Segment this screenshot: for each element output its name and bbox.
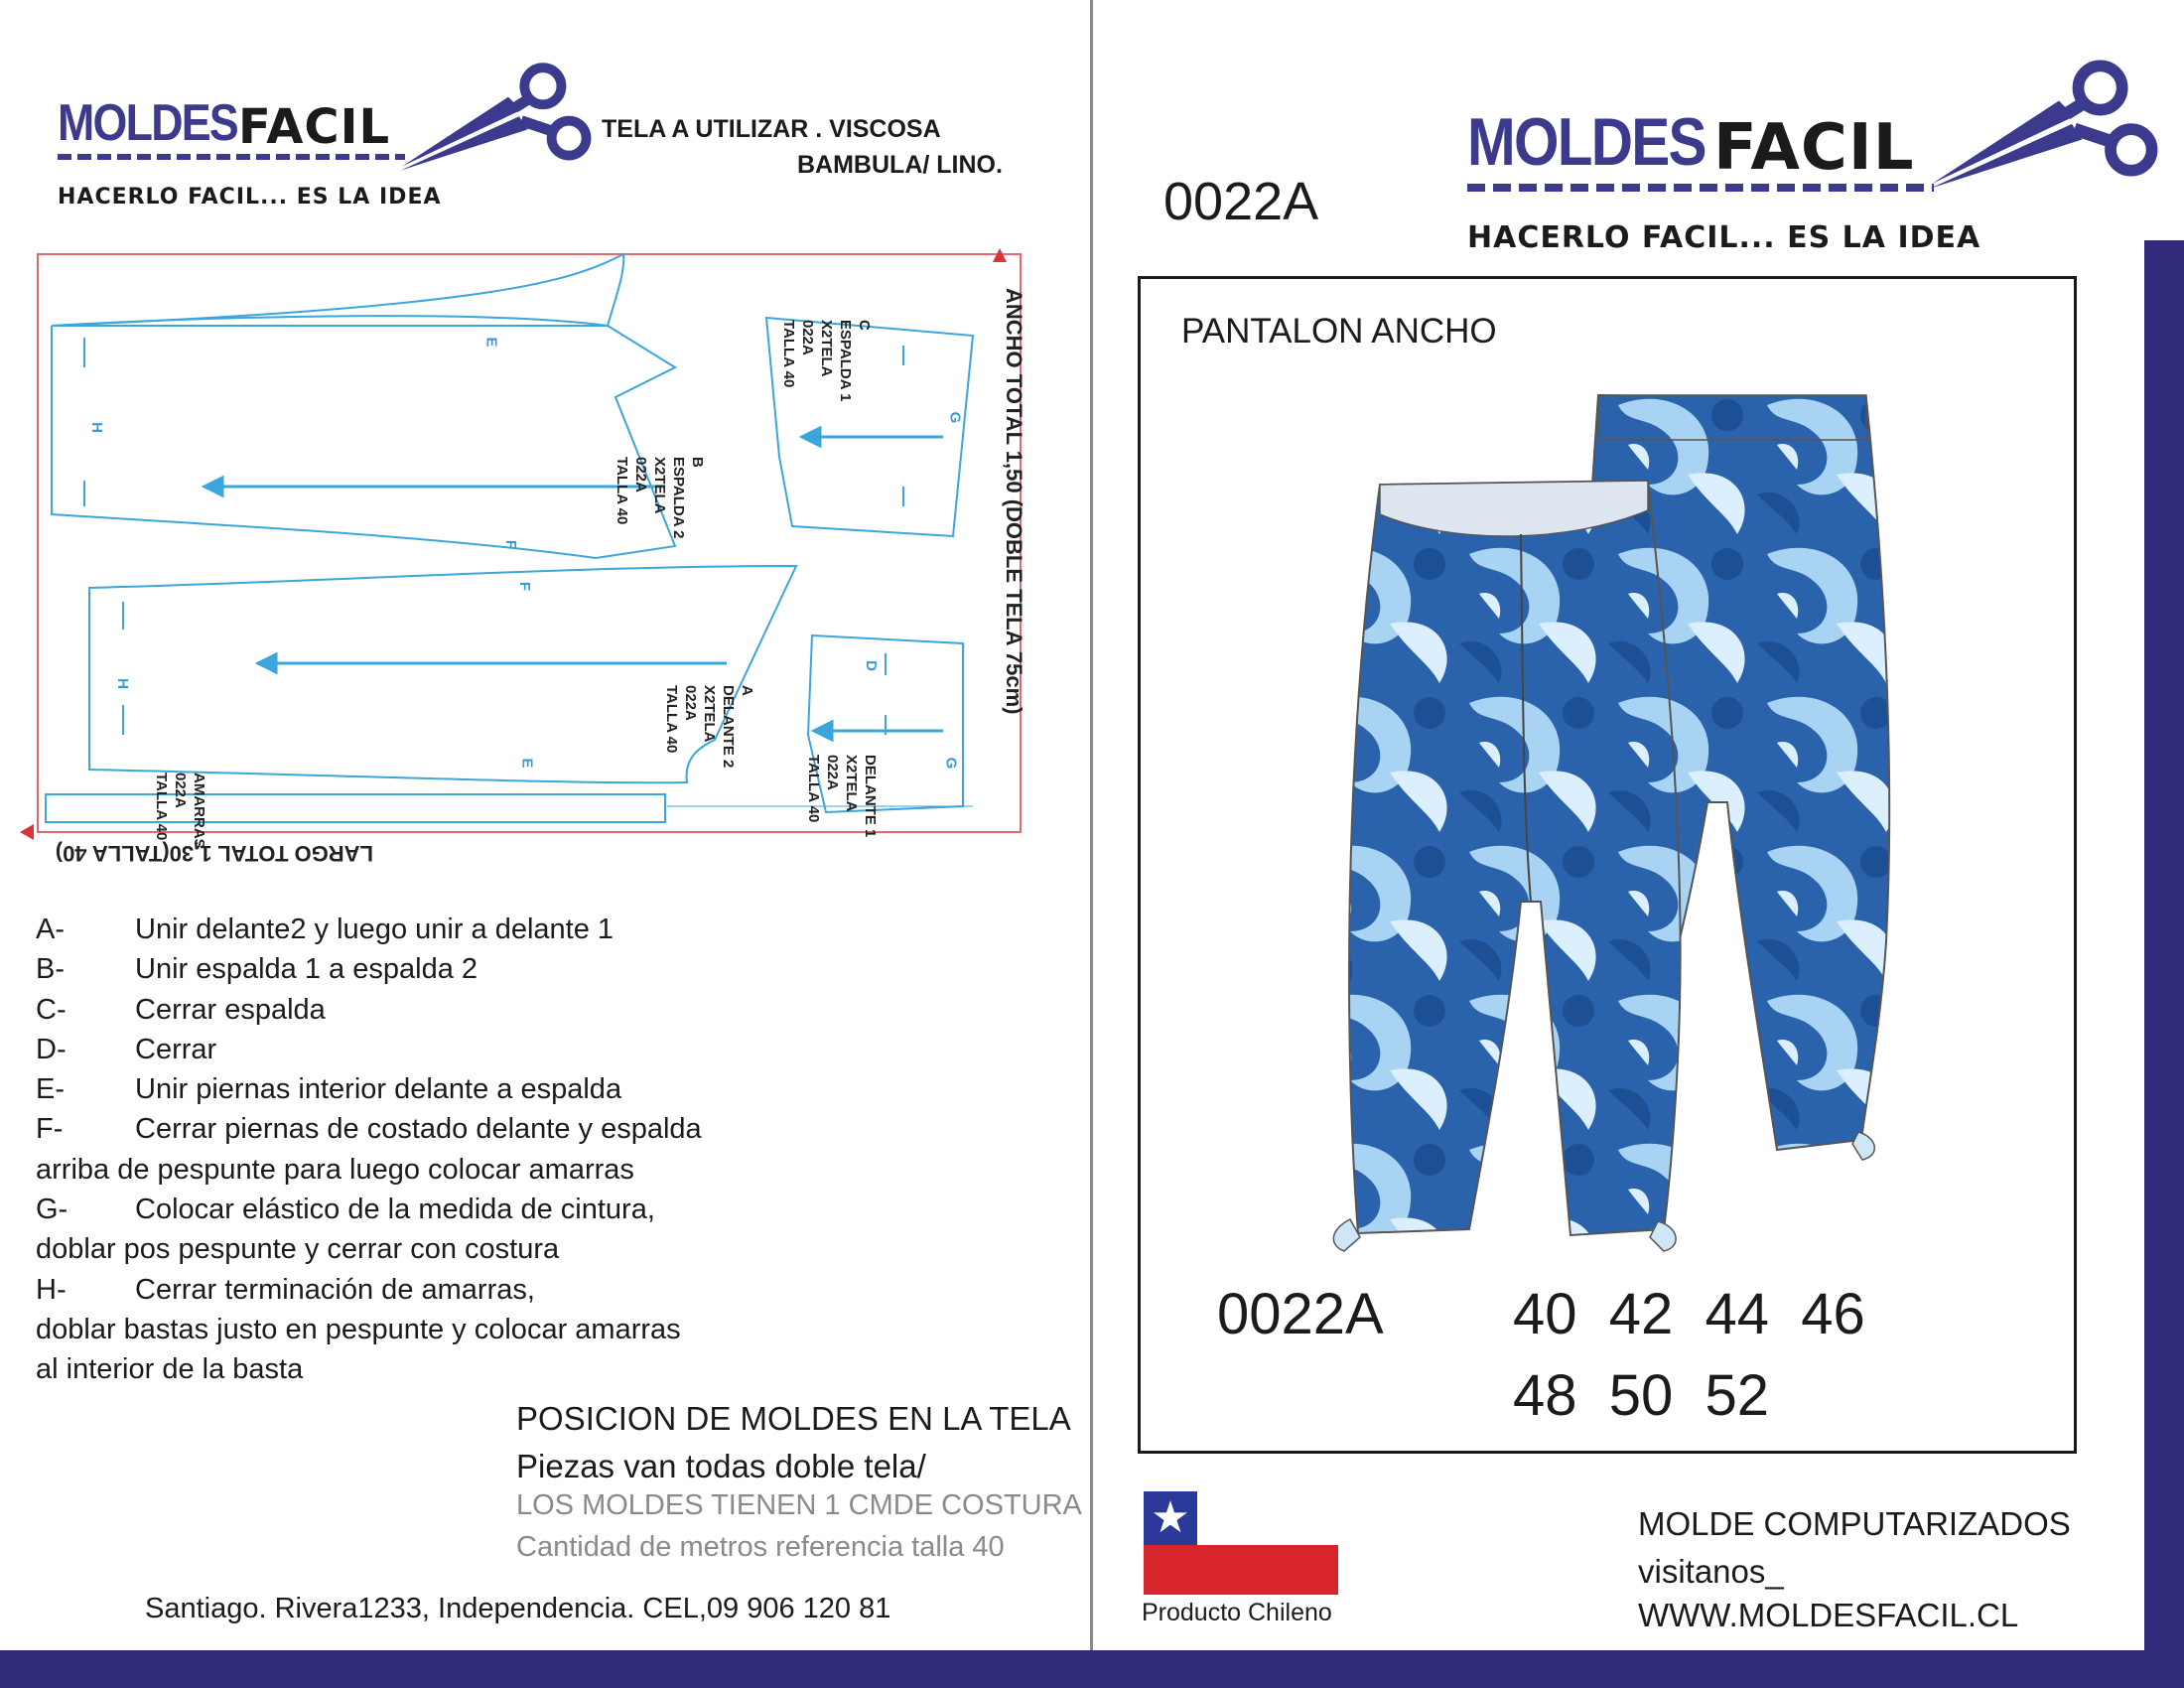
mark-f-top: F	[502, 539, 520, 550]
sizes-row-1: 40 42 44 46	[1513, 1282, 1865, 1346]
sizes-row-2: 48 50 52	[1513, 1363, 1769, 1428]
position-note-1: Piezas van todas doble tela/	[516, 1448, 926, 1484]
scissors-icon	[1930, 46, 2184, 195]
mark-e-top: E	[482, 337, 500, 348]
mark-h-top: H	[87, 422, 105, 433]
fabric-type-line2: BAMBULA/ LINO.	[797, 151, 1003, 179]
instruction-item: G- Colocar elástico de la medida de cintura,	[36, 1194, 655, 1226]
length-total-label: LARGO TOTAL 1,30(TALLA 40)	[55, 841, 373, 866]
instruction-item: E- Unir piernas interior delante a espalda	[36, 1073, 622, 1106]
brand-name-facil: FACIL	[238, 99, 391, 155]
label-espalda-1: C ESPALDA 1 X2TELA 022A TALLA 40	[780, 320, 873, 402]
position-title: POSICION DE MOLDES EN LA TELA	[516, 1400, 1071, 1437]
brand-name-moldes: MOLDES	[1467, 104, 1706, 180]
pants-tie	[1333, 1219, 1360, 1251]
fabric-type-line1: TELA A UTILIZAR . VISCOSA	[602, 115, 941, 143]
mark-g-top: G	[946, 411, 964, 424]
website-link[interactable]: WWW.MOLDESFACIL.CL	[1638, 1597, 2019, 1633]
mark-h-bottom: H	[113, 678, 131, 689]
mark-e-bottom: E	[518, 758, 536, 769]
size-code: 0022A	[1217, 1282, 1384, 1346]
product-title: PANTALON ANCHO	[1181, 312, 1497, 351]
dash-underline	[1467, 183, 1934, 193]
star-icon: ★	[1151, 1492, 1190, 1543]
scissors-icon	[399, 54, 617, 173]
label-amarras: AMARRAS 022A TALLA 40	[153, 773, 207, 849]
flag-caption: Producto Chileno	[1142, 1599, 1332, 1626]
piece-amarras	[46, 794, 665, 822]
brand-name-moldes: MOLDES	[58, 94, 237, 152]
mark-g-bottom: G	[942, 757, 960, 770]
right-side-bar	[2144, 240, 2184, 1650]
length-arrow-head	[20, 824, 34, 840]
label-delante-2: A DELANTE 2 X2TELA 022A TALLA 40	[663, 685, 755, 769]
instruction-item: C- Cerrar espalda	[36, 993, 326, 1026]
instructions-list	[36, 910, 790, 1390]
mark-f-mid: F	[516, 581, 534, 592]
instruction-continuation: arriba de pespunte para luego colocar amarras	[36, 1153, 634, 1186]
footer-visitanos: visitanos_	[1638, 1553, 1784, 1590]
footer-molde-computarizados: MOLDE COMPUTARIZADOS	[1638, 1505, 2071, 1542]
piece-espalda-2	[52, 254, 675, 558]
instruction-continuation: al interior de la basta	[36, 1353, 304, 1386]
instruction-item: F- Cerrar piernas de costado delante y espalda	[36, 1113, 702, 1146]
width-total-label: ANCHO TOTAL 1,50 (DOBLE TELA 75cm)	[1002, 288, 1026, 715]
instruction-continuation: doblar pos pespunte y cerrar con costura	[36, 1233, 560, 1266]
instruction-item: H- Cerrar terminación de amarras,	[36, 1273, 535, 1306]
position-note-3: Cantidad de metros referencia talla 40	[516, 1531, 1005, 1563]
instruction-item: A- Unir delante2 y luego unir a delante 1	[36, 914, 614, 945]
page-divider	[1090, 0, 1093, 1650]
mark-d: D	[862, 660, 880, 671]
pants-illustration	[1310, 385, 1906, 1259]
instruction-continuation: doblar bastas justo en pespunte y colocar amarras	[36, 1313, 681, 1345]
brand-tagline: HACERLO FACIL... ES LA IDEA	[1467, 220, 1981, 255]
brand-tagline: HACERLO FACIL... ES LA IDEA	[58, 185, 442, 210]
pattern-code-header: 0022A	[1163, 172, 1319, 231]
position-note-2: LOS MOLDES TIENEN 1 CMDE COSTURA	[516, 1489, 1082, 1521]
brand-name-facil: FACIL	[1713, 111, 1915, 185]
bottom-bar	[0, 1650, 2184, 1688]
brand-logo-left	[58, 93, 574, 222]
pants-front	[1349, 481, 1681, 1235]
instruction-item: B- Unir espalda 1 a espalda 2	[36, 953, 478, 986]
chile-flag	[1144, 1491, 1338, 1595]
label-delante-1: DELANTE 1 X2TELA 022A TALLA 40	[805, 755, 879, 838]
instruction-item: D- Cerrar	[36, 1033, 217, 1065]
brand-logo-right	[1467, 103, 2162, 262]
address: Santiago. Rivera1233, Independencia. CEL,09 906 120 81	[145, 1593, 891, 1624]
label-espalda-2: B ESPALDA 2 X2TELA 022A TALLA 40	[614, 457, 706, 539]
dash-underline	[58, 153, 405, 161]
pants-tie	[1852, 1132, 1874, 1160]
